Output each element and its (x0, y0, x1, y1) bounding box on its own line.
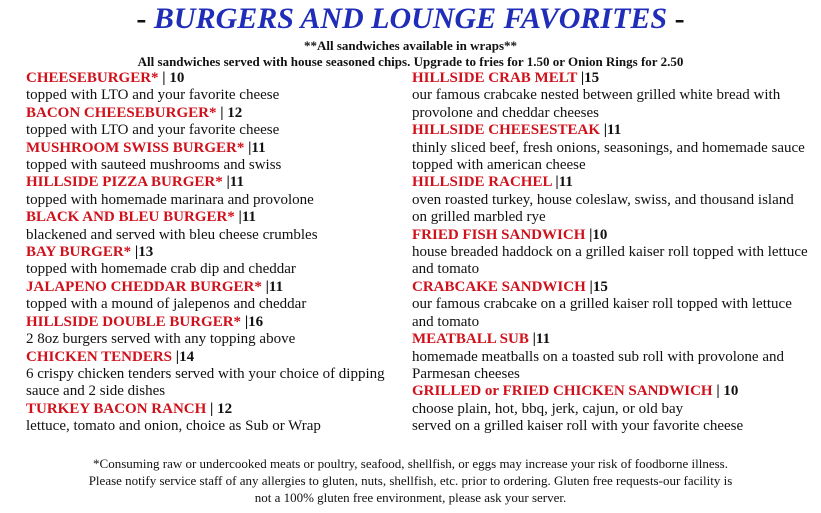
menu-item-name (412, 279, 812, 296)
menu-item-description: our famous crabcake nested between grilled white bread with provolone and cheddar cheeses (412, 87, 781, 121)
item-title: HILLSIDE CRAB MELT (412, 70, 578, 86)
item-title: BAY BURGER* (26, 244, 132, 261)
menu-item-name (412, 70, 812, 87)
item-title: HILLSIDE RACHEL (412, 174, 552, 191)
menu-item-name (412, 331, 812, 348)
menu-item-description: topped with LTO and your favorite cheese (26, 87, 280, 104)
menu-item-name (412, 122, 812, 139)
menu-item-name (26, 401, 406, 418)
menu-item-description: topped with sauteed mushrooms and swiss (26, 157, 282, 174)
menu-item-description: oven roasted turkey, house coleslaw, swiss, and thousand island on grilled marbled rye (412, 191, 794, 226)
menu-item-description: house breaded haddock on a grilled kaiser roll topped with lettuce and tomato (412, 244, 808, 278)
menu-title (0, 0, 821, 40)
item-price: |11 (261, 278, 284, 295)
item-title: HILLSIDE CHEESESTEAK (412, 122, 600, 139)
item-title: CRABCAKE SANDWICH (412, 278, 586, 295)
item-price: |11 (600, 122, 622, 139)
item-price: |10 (585, 226, 608, 243)
item-price: | 12 (206, 400, 233, 417)
menu-item-name (26, 174, 406, 191)
item-title: CHEESEBURGER* (26, 70, 159, 86)
item-price: |11 (244, 139, 266, 156)
item-price: |14 (172, 348, 195, 365)
item-title: CHICKEN TENDERS (26, 348, 173, 365)
menu-item-name (26, 209, 406, 226)
item-price: |16 (241, 313, 264, 330)
item-price: | 10 (712, 383, 739, 400)
item-title: MEATBALL SUB (412, 331, 529, 348)
item-price: |15 (577, 70, 600, 86)
item-price: |15 (585, 278, 608, 295)
footer-line-3: not a 100% gluten free environment, please ask your server. (254, 490, 567, 505)
allergy-footer (0, 455, 821, 506)
menu-item-name (26, 314, 406, 331)
item-price: |11 (234, 209, 257, 226)
wraps-note: **All sandwiches available in wraps** (303, 38, 518, 53)
menu-item-description: topped with homemade marinara and provolone (26, 191, 314, 208)
right-column (412, 70, 812, 436)
menu-item-name (412, 227, 812, 244)
item-title: JALAPENO CHEDDAR BURGER* (26, 278, 262, 295)
menu-item-name (26, 349, 406, 366)
item-price: |11 (222, 174, 244, 191)
menu-item-description: homemade meatballs on a toasted sub roll with provolone and Parmesan cheeses (412, 348, 784, 382)
item-price: |13 (131, 244, 154, 261)
menu-item-description: our famous crabcake on a grilled kaiser roll topped with lettuce and tomato (412, 296, 792, 330)
menu-item-description: topped with homemade crab dip and cheddar (26, 261, 296, 278)
menu-item-description: thinly sliced beef, fresh onions, seasonings, and homemade sauce topped with american cheese (412, 139, 805, 174)
item-title: BACON CHEESEBURGER* (26, 104, 217, 121)
item-title: FRIED FISH SANDWICH (412, 226, 586, 243)
item-title: MUSHROOM SWISS BURGER* (26, 139, 245, 156)
menu-item-description: topped with LTO and your favorite cheese (26, 122, 280, 139)
menu-item-description: 2 8oz burgers served with any topping above (26, 331, 296, 348)
menu-item-name (26, 140, 406, 157)
item-title: HILLSIDE PIZZA BURGER* (26, 174, 223, 191)
item-price: |11 (551, 174, 573, 191)
title-text: BURGERS AND LOUNGE FAVORITES (153, 2, 668, 35)
menu-item-name (412, 383, 812, 400)
menu-item-name (26, 105, 406, 122)
menu-item-name (26, 70, 406, 87)
sides-note: All sandwiches served with house seasoned chips. Upgrade to fries for 1.50 or Onion Rings for 2.50 (137, 54, 684, 69)
menu-item-description: topped with a mound of jalepenos and cheddar (26, 296, 307, 313)
menu-item-name (412, 174, 812, 191)
menu-item-description: choose plain, hot, bbq, jerk, cajun, or old bay served on a grilled kaiser roll with your favorite cheese (412, 400, 744, 435)
menu-item-description: 6 crispy chicken tenders served with your choice of dipping sauce and 2 side dishes (26, 365, 385, 400)
item-title: BLACK AND BLEU BURGER* (26, 209, 235, 226)
item-price: |11 (528, 331, 551, 348)
left-column (26, 70, 406, 436)
footer-line-1: *Consuming raw or undercooked meats or poultry, seafood, shellfish, or eggs may increase your risk of foodborne illness. (93, 456, 728, 471)
menu-item-name (26, 279, 406, 296)
title-dash-left: - (136, 2, 147, 35)
footer-line-2: Please notify service staff of any allergies to gluten, nuts, shellfish, etc. prior to ordering. Gluten free requests-our facility is (88, 473, 733, 488)
item-title: HILLSIDE DOUBLE BURGER* (26, 313, 242, 330)
title-dash-right: - (674, 2, 685, 35)
item-title: TURKEY BACON RANCH (26, 400, 207, 417)
menu-item-description: blackened and served with bleu cheese crumbles (26, 226, 318, 243)
item-title: GRILLED or FRIED CHICKEN SANDWICH (412, 383, 713, 400)
menu-item-description: lettuce, tomato and onion, choice as Sub or Wrap (26, 418, 321, 435)
item-price: | 10 (158, 70, 185, 86)
menu-item-name (26, 244, 406, 261)
item-price: | 12 (216, 104, 243, 121)
